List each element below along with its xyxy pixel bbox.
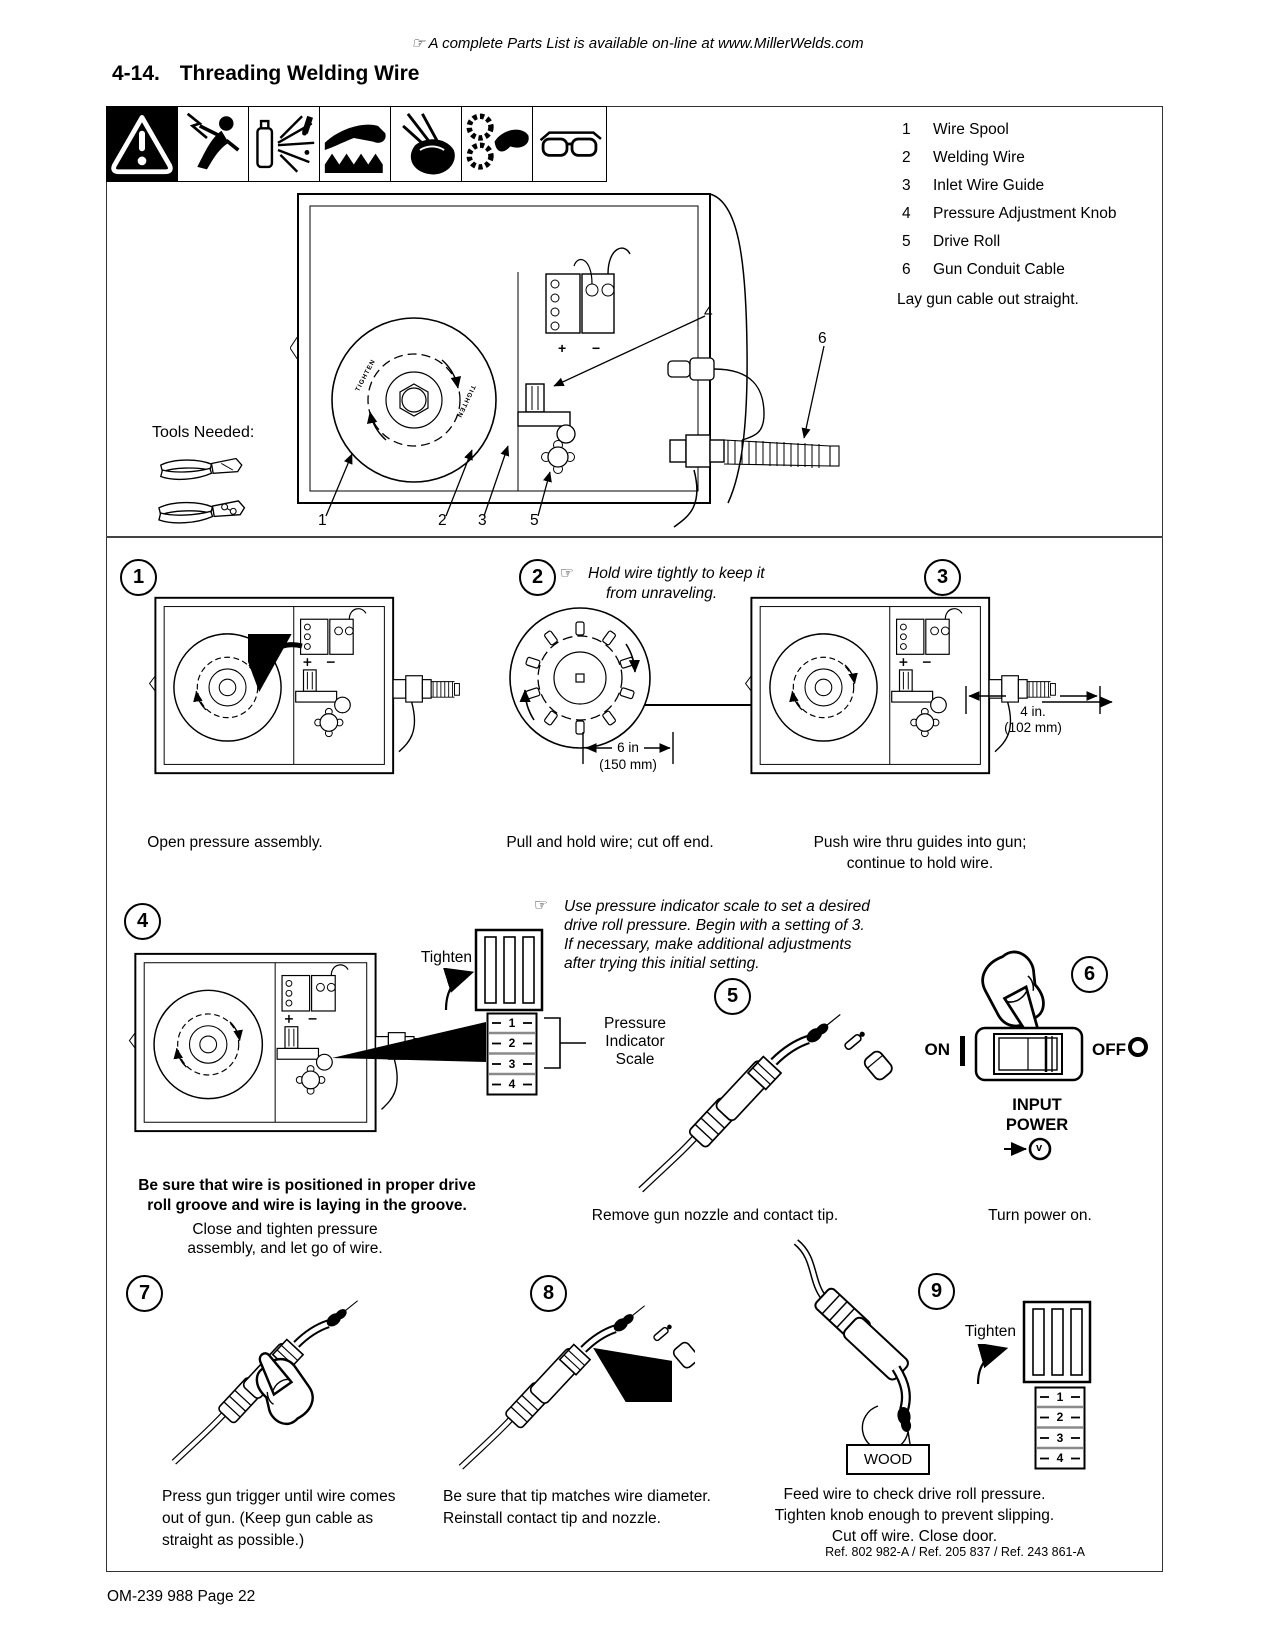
contact-tip-icon: [844, 1030, 867, 1051]
step-1-badge: 1: [120, 559, 157, 596]
dim-102mm-label: (102 mm): [1004, 720, 1062, 735]
part-label: Welding Wire: [933, 149, 1025, 166]
step-4-note-line: after trying this initial setting.: [564, 955, 760, 972]
dim-4in-label: 4 in.: [1020, 704, 1046, 719]
page-number: OM-239 988 Page 22: [107, 1588, 256, 1605]
wire-cutters-icon: [150, 452, 255, 488]
part-num: 5: [902, 233, 911, 250]
scale-mark: 4: [502, 1077, 522, 1091]
off-symbol: [1128, 1037, 1148, 1057]
tools-needed-label: Tools Needed:: [152, 424, 255, 441]
step-2-badge: 2: [519, 559, 556, 596]
callout-2: 2: [438, 512, 447, 529]
pliers-icon: [148, 494, 258, 532]
nozzle-icon: [862, 1049, 894, 1082]
hot-surface-icon: [319, 106, 391, 182]
step-2-caption: Pull and hold wire; cut off end.: [506, 834, 714, 851]
scale-mark: 1: [1050, 1390, 1070, 1404]
machine-interior-diagram: [290, 188, 845, 528]
open-arrow-icon: [248, 634, 310, 696]
callout-5: 5: [530, 512, 539, 529]
spool-tighten-text: TIGHTEN: [455, 383, 477, 420]
on-symbol: [960, 1036, 965, 1066]
step-4-note-line: If necessary, make additional adjustments: [564, 936, 852, 953]
on-label: ON: [924, 1040, 950, 1059]
step-5-caption: Remove gun nozzle and contact tip.: [591, 1207, 839, 1224]
callout-4: 4: [704, 304, 713, 321]
spool-tighten-text: TIGHTEN: [354, 358, 378, 393]
pointing-hand-icon: ☞: [560, 565, 574, 582]
pressure-knob-drawing: [1022, 1300, 1092, 1384]
callout-6: 6: [818, 330, 827, 347]
step-4-warning-line: Be sure that wire is positioned in proper drive: [138, 1177, 476, 1194]
wire-puncture-icon: [390, 106, 462, 182]
dim-150mm-label: (150 mm): [599, 757, 657, 772]
part-num: 2: [902, 149, 911, 166]
step-5-gun-drawing: [625, 990, 895, 1195]
scale-mark: 2: [1050, 1410, 1070, 1424]
part-num: 4: [902, 205, 911, 222]
power-switch[interactable]: [974, 1024, 1086, 1082]
part-num: 1: [902, 121, 911, 138]
scale-mark: 3: [502, 1057, 522, 1071]
scale-label-line: Scale: [615, 1051, 655, 1068]
page-title: Threading Welding Wire: [179, 62, 420, 85]
step-4-warning-line: roll groove and wire is laying in the groove.: [147, 1197, 467, 1214]
step-5-badge: 5: [714, 978, 751, 1015]
step-7-caption-line: out of gun. (Keep gun cable as: [162, 1510, 374, 1527]
part-num: 6: [902, 261, 911, 278]
callout-wedge: [330, 1020, 488, 1066]
callout-3: 3: [478, 512, 487, 529]
electric-shock-icon: [177, 106, 249, 182]
parts-list-footnote: Lay gun cable out straight.: [897, 291, 1079, 308]
scale-mark: 4: [1050, 1451, 1070, 1465]
off-label: OFF: [1092, 1040, 1126, 1059]
step-6-caption: Turn power on.: [988, 1207, 1092, 1224]
scale-mark: 1: [502, 1016, 522, 1030]
trigger-finger-icon: [250, 1340, 338, 1428]
step-8-badge: 8: [530, 1275, 567, 1312]
step-4-badge: 4: [124, 903, 161, 940]
plus-terminal-label: +: [558, 340, 567, 356]
header-note-text: A complete Parts List is available on-line at www.MillerWelds.com: [428, 35, 864, 52]
scale-mark: 2: [502, 1036, 522, 1050]
volt-symbol: v: [1036, 1142, 1043, 1154]
safety-glasses-icon: [532, 106, 607, 182]
tighten-arrow-icon: [970, 1344, 1010, 1386]
step-3-caption-line: continue to hold wire.: [846, 855, 994, 872]
scale-label-line: Indicator: [605, 1033, 665, 1050]
step-8-caption-line: Reinstall contact tip and nozzle.: [443, 1510, 661, 1527]
step-2-note-line: Hold wire tightly to keep it: [588, 565, 765, 582]
part-label: Inlet Wire Guide: [933, 177, 1045, 194]
warning-icon: [106, 106, 178, 182]
contact-tip-icon: [653, 1323, 673, 1341]
step-7-badge: 7: [126, 1275, 163, 1312]
tighten-label: Tighten: [964, 1323, 1016, 1340]
section-divider: [106, 536, 1163, 538]
part-num: 3: [902, 177, 911, 194]
input-power-label: POWER: [1005, 1116, 1069, 1134]
wood-block-label: WOOD: [846, 1444, 930, 1475]
pointing-hand-icon: ☞: [411, 35, 425, 52]
reference-numbers: Ref. 802 982-A / Ref. 205 837 / Ref. 243 861-A: [825, 1545, 1085, 1559]
step-2-note-line: from unraveling.: [606, 585, 718, 602]
step-3-badge: 3: [924, 559, 961, 596]
nozzle-icon: [672, 1341, 695, 1370]
minus-terminal-label: −: [592, 340, 601, 356]
step-8-caption-line: Be sure that tip matches wire diameter.: [443, 1488, 711, 1505]
step-6-badge: 6: [1071, 956, 1108, 993]
step-9-caption-line: Cut off wire. Close door.: [831, 1528, 998, 1545]
scale-bracket: [540, 1014, 588, 1072]
step-9-gun-drawing: [758, 1238, 933, 1448]
dim-6in-label: 6 in: [617, 740, 639, 755]
step-7-caption-line: Press gun trigger until wire comes: [162, 1488, 396, 1505]
step-4-caption-line: assembly, and let go of wire.: [187, 1240, 383, 1257]
part-label: Pressure Adjustment Knob: [933, 205, 1117, 222]
step-4-note-line: drive roll pressure. Begin with a setting of 3.: [564, 917, 865, 934]
part-label: Wire Spool: [933, 121, 1009, 138]
part-label: Gun Conduit Cable: [933, 261, 1065, 278]
section-title: [112, 62, 420, 86]
step-7-caption-line: straight as possible.): [162, 1532, 305, 1549]
step-9-badge: 9: [918, 1273, 955, 1310]
input-power-symbol: [1002, 1136, 1060, 1162]
cylinder-explosion-icon: [248, 106, 320, 182]
parts-list-note: [0, 34, 1275, 52]
safety-icon-strip: [106, 106, 607, 182]
pinch-roller-icon: [461, 106, 533, 182]
step-3-caption-line: Push wire thru guides into gun;: [813, 834, 1027, 851]
step-4-caption-line: Close and tighten pressure: [192, 1221, 378, 1238]
scale-mark: 3: [1050, 1431, 1070, 1445]
pointing-hand-icon: ☞: [534, 897, 548, 914]
callout-1: 1: [318, 512, 327, 529]
install-arrow-icon: [592, 1342, 672, 1402]
part-label: Drive Roll: [933, 233, 1001, 250]
step-9-caption-line: Feed wire to check drive roll pressure.: [783, 1486, 1046, 1503]
tighten-label: Tighten: [420, 949, 472, 966]
scale-label-line: Pressure: [603, 1015, 667, 1032]
step-4-note-line: Use pressure indicator scale to set a desired: [564, 898, 870, 915]
input-power-label: INPUT: [1012, 1096, 1062, 1114]
section-number: 4-14.: [112, 62, 160, 85]
pressure-knob-drawing: [474, 928, 544, 1012]
step-9-caption-line: Tighten knob enough to prevent slipping.: [774, 1507, 1055, 1524]
step-1-caption: Open pressure assembly.: [147, 834, 323, 851]
